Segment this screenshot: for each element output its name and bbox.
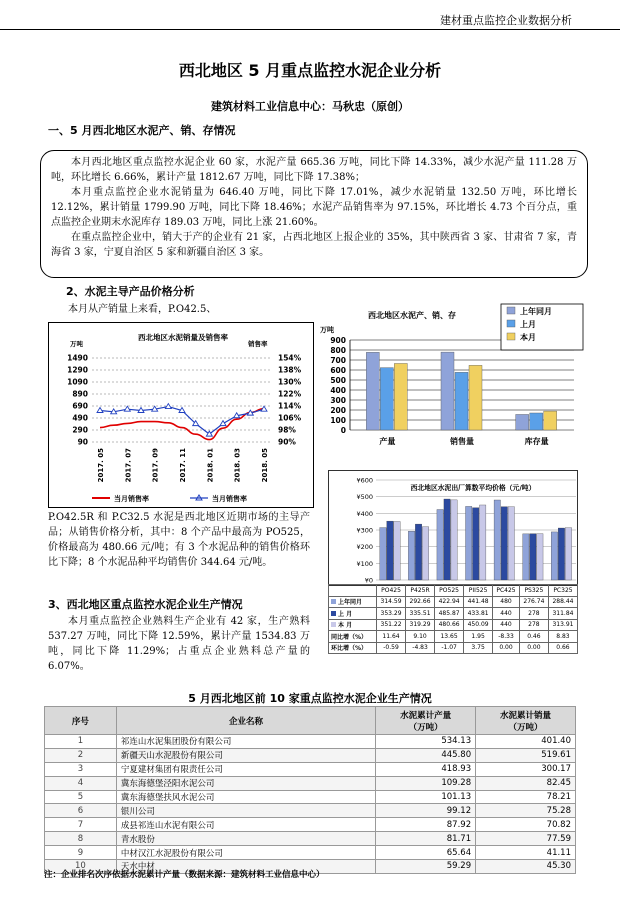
cell-sales: 45.30 [476,860,576,874]
price-table-cell: 480.66 [435,619,464,631]
price-table-row: 同比增（%） 11.64 9.10 13.65 1.95 -8.33 0.46 8.83 [329,631,578,643]
y-tick: 500 [330,376,346,385]
y-tick: ¥500 [356,493,373,502]
y-tick: 700 [330,356,346,365]
y-tick-left: 890 [72,389,88,399]
psi-bar [516,414,529,430]
cell-production: 445.80 [376,748,476,762]
author-line: 建筑材料工业信息中心：马秋忠（原创） [211,100,409,113]
cell-production: 109.28 [376,776,476,790]
y-tick-left: 290 [72,425,88,435]
price-table-cell: 314.59 [377,596,406,608]
price-table-cell: 8.83 [548,631,577,643]
y-tick-right: 90% [278,437,296,447]
price-table-cell: 440 [493,619,520,631]
y-tick: ¥200 [356,543,373,552]
price-chart-title: 西北地区水泥出厂算数平均价格（元/吨） [410,484,536,492]
x-category-label: 库存量 [524,437,549,446]
x-tick-label: 2017. 05 [97,448,105,483]
psi-bar [544,411,557,430]
price-table-cell: 441.48 [464,596,493,608]
x-category-label: 产量 [379,437,396,446]
price-table-category: P425R [406,585,435,597]
legend-label-blue: 当月销售率 [212,495,247,503]
section3-paragraph: 本月重点监控企业熟料生产企业有 42 家，生产熟料 537.27 万吨，同比下降 12.59%，累计产量 1534.83 万吨，同比下降 11.29%；占重点企业熟料总产量的 6.07%。 [48,616,310,672]
price-table-category: PC425 [493,585,520,597]
cell-rank: 2 [45,748,117,762]
price-table-cell: 13.65 [435,631,464,643]
price-bar [537,534,543,580]
price-bar [408,531,414,580]
cell-sales: 401.40 [476,735,576,749]
price-bar [422,527,428,580]
table-row [45,818,576,832]
price-data-table [328,584,578,654]
col-rank: 序号 [45,707,117,735]
price-table-row: 本 月 351.22 319.29 480.66 450.09 440 278 313.91 [329,619,578,631]
cell-company: 新疆天山水泥股份有限公司 [116,748,375,762]
cell-production: 99.12 [376,804,476,818]
psi-bar [469,365,482,430]
legend-label: 本月 [520,333,536,342]
psi-bar [394,363,407,430]
cell-production: 65.64 [376,846,476,860]
price-table-cell: 278 [519,619,548,631]
price-bar [551,532,557,580]
legend-swatch [507,333,515,340]
price-table-header [329,585,578,597]
price-bar [473,508,479,580]
price-table-category: PC325 [548,585,577,597]
price-bar [415,524,421,580]
line-chart-ylabel-left: 万吨 [70,340,83,348]
cell-rank: 10 [45,860,117,874]
x-tick-label: 2017. 11 [179,448,187,483]
cell-sales: 300.17 [476,762,576,776]
price-table-cell: -8.33 [493,631,520,643]
table-row [45,762,576,776]
price-bar [380,528,386,580]
psi-chart-title: 西北地区水泥产、销、存 [368,311,456,320]
cell-rank: 9 [45,846,117,860]
cell-rank: 6 [45,804,117,818]
price-table-category: PO425 [377,585,406,597]
price-table-cell: 311.84 [548,608,577,620]
sales-rate-line-chart [48,322,314,508]
cell-rank: 4 [45,776,117,790]
line-chart-ylabel-right: 销售率 [248,340,268,348]
x-category-label: 销售量 [450,437,474,446]
price-table-cell: 433.81 [464,608,493,620]
legend-swatch [507,320,515,327]
price-table-cell: 313.91 [548,619,577,631]
price-table-row: 上年同月 314.59 292.66 422.94 441.48 480 276.74 288.44 [329,596,578,608]
price-table-cell: 480 [493,596,520,608]
price-bar [508,507,514,580]
cell-production: 534.13 [376,735,476,749]
x-tick-label: 2018. 03 [233,448,242,483]
section2-heading: 2、水泥主导产品价格分析 [66,285,195,298]
price-table-cell: 353.29 [377,608,406,620]
cell-sales: 41.11 [476,846,576,860]
top10-table-title: 5 月西北地区前 10 家重点监控水泥企业生产情况 [188,692,432,705]
line-chart-title: 西北地区水泥销量及销售率 [138,333,228,342]
cell-company: 冀东海德堡泾阳水泥公司 [116,776,375,790]
cell-company: 宁夏建材集团有限责任公司 [116,762,375,776]
price-bar [494,500,500,580]
page-title: 西北地区 5 月重点监控水泥企业分析 [178,61,442,80]
price-bar [466,506,472,580]
cell-sales: 78.21 [476,790,576,804]
cell-company: 祁连山水泥集团股份有限公司 [116,735,375,749]
cell-production: 81.71 [376,832,476,846]
y-tick: 0 [340,426,346,435]
price-table-cell: 11.64 [377,631,406,643]
table-row [45,804,576,818]
price-table-row: 上 月 353.29 335.51 485.87 433.81 440 278 311.84 [329,608,578,620]
y-tick: 900 [330,336,346,345]
y-tick-left: 1490 [67,353,88,363]
y-tick-right: 154% [278,353,302,363]
y-tick-left: 690 [72,401,88,411]
table-row [45,846,576,860]
price-bar-chart [328,470,578,586]
psi-bar [441,352,454,430]
cell-rank: 1 [45,735,117,749]
price-table-cell: -4.83 [406,642,435,654]
y-tick-right: 138% [278,365,302,375]
price-table-cell: 440 [493,608,520,620]
legend-label: 上月 [520,320,536,329]
price-table-cell: 1.95 [464,631,493,643]
price-table-cell: 319.29 [406,619,435,631]
price-bar [451,500,457,580]
y-tick-right: 98% [278,425,296,435]
cell-company: 银川公司 [116,804,375,818]
price-bar [523,534,529,580]
cell-rank: 7 [45,818,117,832]
price-table-cell: 3.75 [464,642,493,654]
x-tick-label: 2018. 01 [206,448,215,483]
summary-box [40,150,588,278]
y-tick: 600 [330,366,346,375]
legend-label: 上年同月 [520,307,552,316]
section3-heading: 3、西北地区重点监控水泥企业生产情况 [48,598,243,611]
price-table-cell: 0.46 [519,631,548,643]
col-production: 水泥累计产量 （万吨） [376,707,476,735]
y-tick: ¥400 [356,509,373,518]
section1-heading: 一、5 月西北地区水泥产、销、存情况 [48,124,236,137]
cell-production: 418.93 [376,762,476,776]
table-row [45,735,576,749]
section2-paragraph-rest: P.O42.5R 和 P.C32.5 水泥是西北地区近期市场的主导产品；从销售价格分析，其中：8 个产品中最高为 PO525，价格最高为 480.66 元/吨；有 3 个水泥品种的销售价格环比下降；8 个水泥品种平均销售价 344.64 元/吨。 [48,512,310,568]
cell-sales: 70.82 [476,818,576,832]
production-sales-bar-chart [316,300,588,460]
col-company: 企业名称 [116,707,375,735]
price-table-cell: 485.87 [435,608,464,620]
legend-label-red: 当月销售率 [114,495,149,503]
cell-production: 87.92 [376,818,476,832]
section2-paragraph-start: 本月从产销量上来看，P.O42.5、 [68,304,217,315]
y-tick-left: 1090 [67,377,88,387]
cell-sales: 82.45 [476,776,576,790]
legend-swatch [331,622,336,627]
price-bar [444,499,450,580]
y-tick: ¥0 [364,576,373,585]
cell-production: 59.29 [376,860,476,874]
y-tick-right: 106% [278,413,302,423]
price-table-cell: 0.66 [548,642,577,654]
cell-sales: 77.59 [476,832,576,846]
page-header [0,0,620,30]
table-note: 注：企业排名次序依据水泥累计产量（数据来源：建筑材料工业信息中心） [44,870,325,880]
price-bar [530,534,536,580]
price-bar [565,528,571,580]
summary-paragraph-2: 本月重点监控企业水泥销量为 646.40 万吨，同比下降 17.01%，减少水泥销量 132.50 万吨，环比增长 12.12%，累计销量 1799.90 万吨，同比下降 18.46%；水泥产品销售率为 97.15%，环比增长 4.73 个百分点，重点监控企业期末水泥库存 189.03 万吨，同比上涨 21.60%。 [51,187,577,228]
price-bar [480,505,486,580]
y-tick: ¥600 [356,476,373,485]
price-table-cell: 450.09 [464,619,493,631]
cell-company: 中材汉江水泥股份有限公司 [116,846,375,860]
price-table-cell: 292.66 [406,596,435,608]
price-table-category: PII525 [464,585,493,597]
price-bar [394,521,400,580]
psi-bar [455,372,468,430]
cell-production: 101.13 [376,790,476,804]
x-tick-label: 2018. 05 [261,448,269,483]
y-tick: 200 [330,406,346,415]
y-tick-right: 114% [278,401,302,411]
table-row [45,748,576,762]
summary-paragraph-1: 本月西北地区重点监控水泥企业 60 家，水泥产量 665.36 万吨，同比下降 14.33%，减少水泥产量 111.28 万吨，环比增长 6.66%，累计产量 1812.67 万吨，同比下降 17.38%； [51,157,577,183]
x-tick-label: 2017. 09 [151,448,160,483]
price-bar [387,521,393,580]
price-table-row: 环比增（%） -0.59 -4.83 -1.07 3.75 0.00 0.00 0.66 [329,642,578,654]
x-tick-label: 2017. 07 [124,448,133,483]
psi-bar [530,413,543,430]
cell-sales: 519.61 [476,748,576,762]
price-table-cell: -1.07 [435,642,464,654]
cell-sales: 75.28 [476,804,576,818]
psi-chart-ylabel: 万吨 [320,326,334,334]
y-tick: ¥100 [356,559,373,568]
cell-company: 青水股份 [116,832,375,846]
cell-rank: 8 [45,832,117,846]
psi-bar [366,352,379,430]
y-tick: 400 [330,386,346,395]
col-sales: 水泥累计销量 （万吨） [476,707,576,735]
price-table-cell: 335.51 [406,608,435,620]
price-bar [437,510,443,580]
price-table-category: PS325 [519,585,548,597]
y-tick-left: 490 [72,413,88,423]
y-tick-left: 1290 [67,365,88,375]
cell-company: 天水中材 [116,860,375,874]
legend-swatch [331,599,336,604]
price-table-cell: 351.22 [377,619,406,631]
y-tick: 100 [330,416,346,425]
table-row [45,832,576,846]
y-tick-right: 122% [278,389,302,399]
cell-company: 成县祁连山水泥有限公司 [116,818,375,832]
price-table-category: PO525 [435,585,464,597]
y-tick-left: 90 [77,437,88,447]
legend-swatch [331,611,336,616]
cell-company: 冀东海德堡扶风水泥公司 [116,790,375,804]
price-table-cell: 0.00 [519,642,548,654]
header-text: 建材重点监控企业数据分析 [440,14,572,27]
y-tick: ¥300 [356,526,373,535]
price-table-cell: 9.10 [406,631,435,643]
top10-table [44,706,576,874]
y-tick: 300 [330,396,346,405]
y-tick: 800 [330,346,346,355]
legend-swatch [507,307,515,314]
price-table-cell: 288.44 [548,596,577,608]
y-tick-right: 130% [278,377,302,387]
price-table-cell: -0.59 [377,642,406,654]
cell-rank: 5 [45,790,117,804]
price-bar [558,528,564,580]
summary-paragraph-3: 在重点监控企业中，销大于产的企业有 21 家，占西北地区上报企业的 35%，其中陕西省 3 家、甘肃省 7 家，青海省 3 家，宁夏自治区 5 家和新疆自治区 3 家。 [51,232,577,258]
psi-bar [380,368,393,430]
price-table-cell: 276.74 [519,596,548,608]
price-table-cell: 0.00 [493,642,520,654]
table-row [45,776,576,790]
price-bar [501,507,507,580]
table-row [45,790,576,804]
price-table-cell: 278 [519,608,548,620]
price-table-cell: 422.94 [435,596,464,608]
cell-rank: 3 [45,762,117,776]
